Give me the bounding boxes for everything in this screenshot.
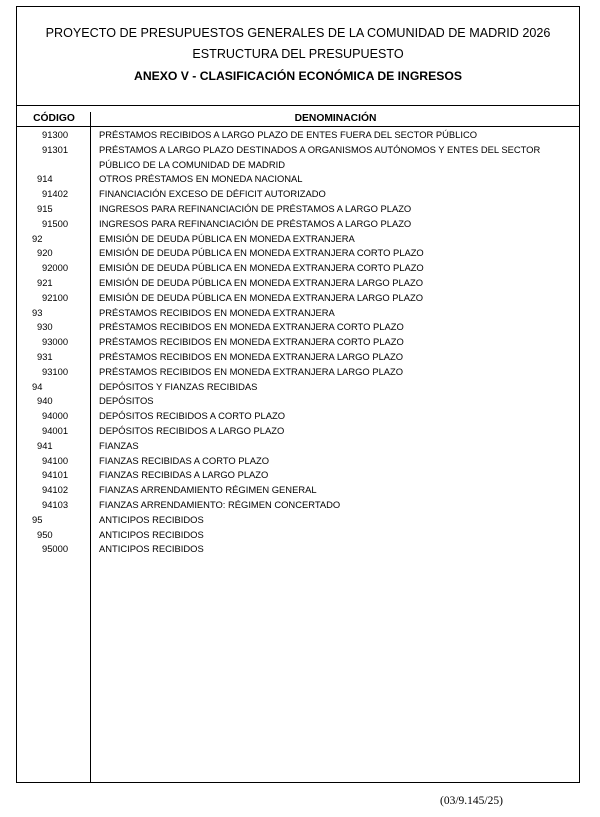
row-name: FIANZAS — [99, 439, 139, 451]
row-name: EMISIÓN DE DEUDA PÚBLICA EN MONEDA EXTRANJERA CORTO PLAZO — [99, 262, 424, 274]
table-row — [17, 513, 579, 528]
table-row — [17, 187, 579, 202]
row-code: 92100 — [42, 291, 69, 303]
table-row — [17, 498, 579, 513]
row-name: ANTICIPOS RECIBIDOS — [99, 528, 204, 540]
table-row — [17, 468, 579, 483]
row-name: EMISIÓN DE DEUDA PÚBLICA EN MONEDA EXTRANJERA — [99, 232, 355, 244]
row-code: 95000 — [42, 543, 69, 555]
row-name: PRÉSTAMOS RECIBIDOS EN MONEDA EXTRANJERA LARGO PLAZO — [99, 350, 404, 362]
table-row — [17, 424, 579, 439]
row-code: 91500 — [42, 217, 69, 229]
row-name: INGRESOS PARA REFINANCIACIÓN DE PRÉSTAMOS A LARGO PLAZO — [99, 217, 412, 229]
table-row — [17, 232, 579, 247]
row-name: ANTICIPOS RECIBIDOS — [99, 513, 204, 525]
row-name: PRÉSTAMOS A LARGO PLAZO DESTINADOS A ORGANISMOS AUTÓNOMOS Y ENTES DEL SECTOR PÚBLICO DE LA COMUNIDAD DE MADRID — [99, 143, 541, 170]
row-code: 94103 — [42, 498, 69, 510]
row-name: PRÉSTAMOS RECIBIDOS EN MONEDA EXTRANJERA CORTO PLAZO — [99, 336, 404, 348]
row-code: 930 — [37, 321, 53, 333]
row-code: 91402 — [42, 188, 69, 200]
row-code: 93100 — [42, 365, 69, 377]
row-name: EMISIÓN DE DEUDA PÚBLICA EN MONEDA EXTRANJERA CORTO PLAZO — [99, 247, 424, 259]
row-name: FIANZAS RECIBIDAS A CORTO PLAZO — [99, 454, 270, 466]
table-row — [17, 335, 579, 350]
row-name: FIANZAS ARRENDAMIENTO: RÉGIMEN CONCERTADO — [99, 498, 341, 510]
table-row — [17, 172, 579, 187]
row-name: DEPÓSITOS — [99, 395, 154, 407]
table-row — [17, 454, 579, 469]
row-code: 94000 — [42, 410, 69, 422]
row-name: FIANZAS ARRENDAMIENTO RÉGIMEN GENERAL — [99, 484, 317, 496]
row-name: INGRESOS PARA REFINANCIACIÓN DE PRÉSTAMOS A LARGO PLAZO — [99, 202, 412, 214]
row-name: ANTICIPOS RECIBIDOS — [99, 543, 204, 555]
table-row — [17, 409, 579, 424]
row-code: 93 — [32, 306, 43, 318]
row-name: PRÉSTAMOS RECIBIDOS EN MONEDA EXTRANJERA CORTO PLAZO — [99, 321, 404, 333]
row-name: DEPÓSITOS RECIBIDOS A LARGO PLAZO — [99, 424, 285, 436]
table-row — [17, 246, 579, 261]
document-subtitle: ESTRUCTURA DEL PRESUPUESTO — [192, 47, 404, 61]
row-code: 92000 — [42, 262, 69, 274]
row-name: FIANZAS RECIBIDAS A LARGO PLAZO — [99, 469, 269, 481]
row-name: DEPÓSITOS RECIBIDOS A CORTO PLAZO — [99, 410, 285, 422]
classification-table — [17, 128, 579, 557]
table-row — [17, 291, 579, 306]
table-row — [17, 528, 579, 543]
header-divider — [17, 105, 579, 106]
row-code: 914 — [37, 173, 53, 185]
column-header-code: CÓDIGO — [17, 112, 91, 127]
table-row — [17, 143, 579, 173]
row-code: 94102 — [42, 484, 69, 496]
table-row — [17, 320, 579, 335]
table-row — [17, 380, 579, 395]
row-name: PRÉSTAMOS RECIBIDOS A LARGO PLAZO DE ENTES FUERA DEL SECTOR PÚBLICO — [99, 129, 478, 140]
table-row — [17, 439, 579, 454]
table-row — [17, 306, 579, 321]
row-code: 940 — [37, 395, 53, 407]
document-reference: (03/9.145/25) — [440, 795, 503, 807]
row-name: FINANCIACIÓN EXCESO DE DÉFICIT AUTORIZADO — [99, 188, 326, 200]
table-row — [17, 394, 579, 409]
table-row — [17, 276, 579, 291]
row-code: 94001 — [42, 424, 69, 436]
document-frame — [16, 6, 580, 783]
table-row — [17, 542, 579, 557]
table-row — [17, 217, 579, 232]
table-row — [17, 261, 579, 276]
row-code: 931 — [37, 350, 53, 362]
table-row — [17, 202, 579, 217]
row-name: EMISIÓN DE DEUDA PÚBLICA EN MONEDA EXTRANJERA LARGO PLAZO — [99, 276, 424, 288]
annex-title: ANEXO V - CLASIFICACIÓN ECONÓMICA DE INGRESOS — [134, 69, 462, 83]
document-header — [17, 7, 579, 105]
row-name: EMISIÓN DE DEUDA PÚBLICA EN MONEDA EXTRANJERA LARGO PLAZO — [99, 291, 424, 303]
row-code: 915 — [37, 202, 53, 214]
row-code: 93000 — [42, 336, 69, 348]
row-code: 94100 — [42, 454, 69, 466]
row-code: 920 — [37, 247, 53, 259]
row-name: OTROS PRÉSTAMOS EN MONEDA NACIONAL — [99, 173, 303, 185]
table-row — [17, 483, 579, 498]
row-code: 941 — [37, 439, 53, 451]
row-name: DEPÓSITOS Y FIANZAS RECIBIDAS — [99, 380, 258, 392]
column-header-name: DENOMINACIÓN — [91, 112, 580, 127]
row-code: 94 — [32, 380, 43, 392]
row-name: PRÉSTAMOS RECIBIDOS EN MONEDA EXTRANJERA LARGO PLAZO — [99, 365, 404, 377]
row-code: 950 — [37, 528, 53, 540]
row-code: 91300 — [42, 129, 69, 140]
row-code: 921 — [37, 276, 53, 288]
row-code: 92 — [32, 232, 43, 244]
document-title: PROYECTO DE PRESUPUESTOS GENERALES DE LA COMUNIDAD DE MADRID 2026 — [45, 26, 551, 40]
table-row — [17, 128, 579, 143]
row-code: 91301 — [42, 143, 69, 155]
row-name: PRÉSTAMOS RECIBIDOS EN MONEDA EXTRANJERA — [99, 306, 335, 318]
row-code: 95 — [32, 513, 43, 525]
table-row — [17, 350, 579, 365]
row-code: 94101 — [42, 469, 69, 481]
table-row — [17, 365, 579, 380]
